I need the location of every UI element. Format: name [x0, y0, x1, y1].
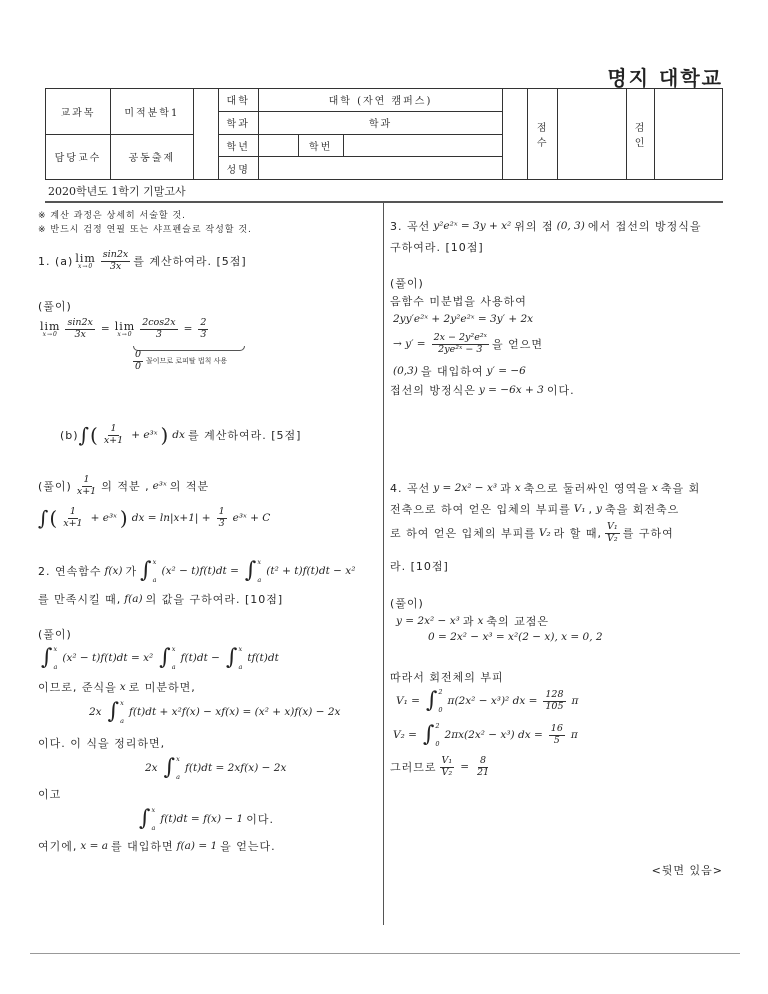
- math-expression: (0,3): [393, 365, 418, 377]
- divider: [45, 201, 723, 203]
- note-2: [38, 222, 252, 235]
- question-4: [390, 501, 679, 517]
- integral-limits: [172, 645, 177, 671]
- numerator: 1: [110, 423, 117, 434]
- math-expression: x: [514, 482, 521, 494]
- math-expression: V₂ =: [393, 729, 417, 741]
- text: 축을 회전축으: [604, 503, 680, 516]
- fraction: [549, 724, 565, 747]
- denominator: x+1: [103, 434, 124, 446]
- solution-1b-line: [38, 507, 273, 530]
- solution-4-line: [425, 631, 606, 643]
- integral-sign-icon: ∫: [159, 645, 172, 670]
- integral: [41, 645, 58, 671]
- text: 축을 회: [660, 482, 701, 495]
- big-symbol: ): [119, 506, 129, 531]
- numerator: 1: [69, 506, 76, 517]
- math-expression: + e³ˣ: [90, 512, 117, 525]
- text: 축으로 둘러싸인 영역을: [523, 482, 649, 495]
- numerator: 2: [200, 317, 207, 328]
- integral-limits: [53, 645, 58, 671]
- question-4: [390, 522, 674, 545]
- integral-sign-icon: ∫: [163, 755, 177, 780]
- solution-4-line: [390, 722, 581, 748]
- text: 접선의 방정식은: [390, 384, 476, 397]
- denominator: 3: [218, 517, 225, 529]
- math-expression: π(2x² − x³)² dx =: [447, 695, 538, 707]
- exam-title: 2020학년도 1학기 기말고사: [48, 185, 186, 198]
- text: 을 얻는다.: [220, 840, 276, 853]
- question-1a: [38, 250, 247, 273]
- denominator: 0: [135, 360, 142, 372]
- solution-2-line: [38, 735, 165, 751]
- text: 1. (a): [38, 254, 74, 268]
- solution-3-line: [390, 382, 575, 398]
- question-3: [390, 218, 701, 234]
- dept-value: 학과: [258, 111, 503, 134]
- exam-header-table: [45, 88, 723, 180]
- solution-3-line: [390, 293, 527, 309]
- integral: [159, 645, 176, 671]
- text: 축의 교점은: [486, 615, 550, 628]
- text: (풀이): [38, 628, 72, 641]
- integral: [245, 558, 262, 584]
- math-expression: x: [651, 482, 658, 494]
- text: ,: [588, 502, 594, 516]
- name-field[interactable]: [258, 157, 503, 180]
- math-expression: V₁: [573, 503, 586, 515]
- solution-2-line: [136, 806, 274, 832]
- math-expression: y = −6x + 3: [478, 384, 544, 396]
- solution-2-line: [38, 838, 276, 854]
- solution-label: [390, 275, 424, 291]
- question-3: [390, 239, 484, 255]
- math-expression: f(t)dt −: [180, 652, 220, 664]
- text: 에서 접선의 방정식을: [587, 220, 702, 233]
- math-expression: tf(t)dt: [247, 652, 279, 664]
- text: 4. 곡선: [390, 482, 431, 495]
- upper-limit: x: [120, 699, 125, 707]
- text: 로 하여 얻은 입체의 부피를: [390, 527, 536, 541]
- text: ※ 반드시 검정 연필 또는 샤프펜슬로 작성할 것.: [38, 225, 252, 235]
- college-label: 대학: [218, 89, 258, 112]
- math-expression: f(a): [124, 593, 143, 605]
- integral-sign-icon: ∫: [244, 558, 258, 583]
- text: 이다. 이 식을 정리하면,: [38, 737, 166, 750]
- solution-label: [38, 298, 72, 314]
- solution-3-line: [390, 363, 529, 379]
- text: 꼴이므로 로피탈 법칙 사용: [146, 357, 228, 366]
- text: 라. [10점]: [390, 560, 449, 573]
- solution-2-line: [142, 755, 289, 781]
- math-expression: (x² − t)f(t)dt =: [161, 565, 239, 577]
- numerator: 2cos2x: [142, 317, 176, 328]
- integral: [164, 755, 181, 781]
- denominator: 21: [477, 766, 490, 778]
- text: 을 대입하여: [420, 365, 484, 378]
- math-expression: f(t)dt + x²f(x) − xf(x) = (x² + x)f(x) − 2x: [128, 706, 341, 718]
- lower-limit: a: [152, 576, 158, 584]
- text: 이고: [38, 788, 62, 801]
- numerator: 1: [83, 474, 90, 485]
- denominator: 3: [155, 328, 162, 340]
- math-expression: V₂: [538, 527, 551, 540]
- blank-cell: [503, 89, 528, 180]
- solution-1a: [38, 318, 211, 341]
- name-label: 성명: [218, 157, 258, 180]
- solution-2-line: [38, 645, 282, 671]
- integral: [140, 558, 157, 584]
- college-value: 대학 (자연 캠퍼스): [258, 89, 503, 112]
- fraction: [61, 507, 84, 530]
- text: 를 구하여: [622, 527, 674, 541]
- numerator: 128: [545, 688, 564, 700]
- solution-3-line: [390, 333, 543, 356]
- text: 전축으로 하여 얻은 입체의 부피를: [390, 503, 571, 516]
- score-label: 점 수: [528, 89, 558, 180]
- professor-value: 공동출제: [110, 134, 193, 180]
- integral-limits: [238, 645, 243, 671]
- fraction: [605, 522, 620, 545]
- upper-limit: 2: [435, 722, 441, 730]
- check-label: 검 인: [627, 89, 655, 180]
- solution-4-line: [390, 669, 504, 685]
- math-expression: 0 = 2x² − x³ = x²(2 − x), x = 0, 2: [428, 631, 603, 643]
- fraction: [101, 250, 130, 273]
- text: 라 할 때,: [553, 527, 603, 541]
- solution-2-line: [38, 786, 61, 802]
- student-id-label: 학번: [298, 134, 343, 157]
- lower-limit: a: [171, 663, 177, 671]
- numerator: sin2x: [102, 249, 129, 260]
- denominator: V₂: [441, 766, 453, 778]
- upper-limit: x: [53, 645, 59, 653]
- solution-label: [390, 595, 424, 611]
- math-expression: f(t)dt = 2xf(x) − 2x: [184, 762, 287, 774]
- math-expression: → y′ =: [393, 338, 426, 351]
- lim-text: lim: [40, 319, 61, 333]
- text: 이다.: [546, 384, 575, 397]
- limit: [40, 321, 60, 338]
- math-expression: e³ˣ + C: [232, 512, 271, 525]
- integral-sign-icon: ∫: [139, 806, 152, 831]
- math-expression: 2πx(2x² − x³) dx =: [444, 729, 543, 741]
- text: 그러므로: [390, 761, 437, 775]
- math-expression: y = 2x² − x³: [433, 482, 498, 494]
- lim-text: lim: [114, 319, 136, 333]
- integral-limits: [153, 558, 158, 584]
- text: 따라서 회전체의 부피: [390, 671, 504, 684]
- column-divider: [383, 202, 384, 925]
- solution-4-line: [393, 688, 581, 714]
- denominator: 3x: [74, 328, 86, 340]
- integral: [139, 806, 156, 832]
- text: (풀이): [390, 597, 424, 610]
- text: 과: [462, 615, 475, 628]
- lower-limit: a: [120, 717, 125, 725]
- check-field[interactable]: [655, 89, 723, 180]
- denominator: 2ye²ˣ − 3: [438, 343, 483, 355]
- denominator: 3x: [109, 260, 122, 272]
- note-1: [38, 208, 186, 221]
- math-expression: x: [119, 681, 126, 693]
- math-expression: x: [477, 615, 484, 627]
- math-expression: π: [570, 729, 578, 741]
- integral-limits: [176, 755, 181, 781]
- integral: [108, 699, 125, 725]
- numerator: 16: [550, 722, 563, 734]
- text: 2. 연속함수: [38, 565, 102, 578]
- upper-limit: x: [176, 755, 181, 763]
- math-expression: y²e²ˣ = 3y + x²: [433, 220, 512, 232]
- math-expression: y = 2x² − x³: [396, 615, 460, 627]
- math-expression: π: [571, 695, 579, 707]
- numerator: 0: [135, 349, 142, 360]
- denominator: 3: [200, 328, 207, 340]
- text: (풀이): [38, 300, 72, 313]
- lower-limit: 0: [438, 706, 444, 714]
- text: (풀이): [390, 277, 424, 290]
- numerator: sin2x: [67, 317, 93, 328]
- solution-2-line: [86, 699, 343, 725]
- math-expression: 2x: [89, 706, 102, 718]
- integral-limits: [438, 688, 443, 714]
- math-expression: (t² + t)f(t)dt − x²: [266, 565, 356, 577]
- lower-limit: a: [257, 576, 263, 584]
- year-label: 학년: [218, 134, 258, 157]
- denominator: 5: [553, 734, 560, 746]
- question-2: [38, 591, 283, 607]
- math-expression: =: [460, 761, 469, 774]
- integral-limits: [435, 722, 440, 748]
- integral-sign-icon: ∫: [140, 558, 153, 583]
- lower-limit: a: [176, 773, 181, 781]
- numerator: 8: [480, 755, 487, 766]
- question-2: [38, 558, 358, 584]
- solution-3-line: [390, 313, 536, 325]
- solution-4-line: [393, 613, 549, 629]
- integral-sign-icon: ∫: [107, 699, 121, 724]
- solution-1b-line: [38, 475, 209, 498]
- fraction: [133, 350, 143, 373]
- text: 의 적분 ,: [101, 480, 150, 494]
- math-expression: 2x: [145, 762, 158, 774]
- fraction: [102, 424, 125, 447]
- text: 3. 곡선: [390, 220, 431, 233]
- upper-limit: x: [171, 645, 177, 653]
- text: 로 미분하면,: [128, 681, 196, 694]
- fraction: [440, 756, 455, 779]
- integral: [226, 645, 243, 671]
- math-expression: dx = ln|x+1| +: [131, 512, 211, 525]
- upper-limit: x: [238, 645, 244, 653]
- back-page-note: <뒷면 있음>: [651, 864, 723, 877]
- lower-limit: a: [53, 663, 59, 671]
- text: 를 계산하여라. [5점]: [133, 255, 247, 269]
- denominator: x+1: [76, 485, 97, 497]
- lim-subscript: x→0: [42, 330, 58, 338]
- question-1b: [60, 424, 301, 447]
- fraction: [140, 318, 177, 341]
- blank-cell: [193, 89, 218, 180]
- professor-label: 담당교수: [46, 134, 111, 180]
- math-expression: (0, 3): [556, 220, 585, 232]
- solution-label: [38, 626, 72, 642]
- math-expression: y′ = −6: [486, 365, 526, 377]
- text: 의 값을 구하여라. [10점]: [145, 593, 284, 606]
- text: 과: [500, 482, 512, 495]
- integral-sign-icon: ∫: [225, 645, 239, 670]
- math-expression: x = a: [80, 840, 109, 852]
- math-expression: (x² − t)f(t)dt = x²: [62, 652, 154, 664]
- solution-2-line: [38, 679, 196, 695]
- fraction: [217, 507, 227, 530]
- solution-4-line: [390, 756, 494, 779]
- integral-limits: [257, 558, 262, 584]
- numerator: V₁: [607, 521, 618, 532]
- text: 이다.: [246, 813, 274, 826]
- math-expression: dx: [172, 429, 185, 442]
- lim-subscript: x→0: [77, 262, 94, 270]
- integral: [423, 722, 441, 748]
- question-4: [390, 480, 700, 496]
- fraction: [75, 475, 98, 498]
- text: (풀이): [38, 480, 72, 494]
- math-expression: y: [596, 503, 602, 515]
- math-expression: f(t)dt = f(x) − 1: [160, 813, 244, 825]
- numerator: 2x − 2y²e²ˣ: [433, 332, 488, 343]
- math-expression: =: [100, 323, 110, 336]
- bottom-divider: [30, 953, 740, 954]
- text: 여기에,: [38, 840, 78, 853]
- math-expression: V₁ =: [396, 695, 420, 707]
- limit: [115, 321, 135, 338]
- lim-text: lim: [75, 251, 96, 265]
- university-title: 명지 대학교: [607, 66, 723, 90]
- integral: [426, 688, 444, 714]
- fraction: [475, 756, 491, 779]
- math-expression: e³ˣ: [152, 480, 167, 493]
- fraction: [65, 318, 94, 341]
- text: 을 얻으면: [492, 338, 544, 352]
- math-expression: + e³ˣ: [131, 429, 158, 442]
- lower-limit: a: [238, 663, 244, 671]
- limit: [75, 253, 95, 270]
- math-expression: f(x): [104, 565, 123, 577]
- student-id-field[interactable]: [343, 134, 503, 157]
- fraction: [198, 318, 208, 341]
- integral-limits: [120, 699, 125, 725]
- upper-limit: 2: [438, 688, 444, 696]
- fraction: [432, 333, 489, 356]
- integral-sign-icon: ∫: [41, 645, 54, 670]
- denominator: x+1: [63, 517, 83, 529]
- big-symbol: ): [160, 423, 170, 448]
- text: 를 계산하여라. [5점]: [187, 429, 302, 443]
- denominator: 105: [545, 700, 564, 712]
- text: 구하여라. [10점]: [390, 241, 484, 254]
- denominator: V₂: [607, 532, 618, 544]
- text: 를 만족시킬 때,: [38, 593, 122, 606]
- text: (b): [60, 428, 79, 442]
- text: 위의 점: [514, 220, 554, 233]
- subject-value: 미적분학1: [110, 89, 193, 135]
- lower-limit: a: [151, 824, 157, 832]
- text: 의 적분: [169, 480, 210, 494]
- big-symbol: ∫(: [38, 506, 59, 531]
- text: 이므로, 준식을: [38, 681, 117, 694]
- year-field[interactable]: [258, 134, 298, 157]
- subject-label: 교과목: [46, 89, 111, 135]
- fraction: [543, 690, 565, 713]
- score-field[interactable]: [558, 89, 627, 180]
- big-symbol: ∫(: [78, 423, 99, 448]
- text: ※ 계산 과정은 상세히 서술할 것.: [38, 211, 187, 221]
- upper-limit: x: [151, 806, 157, 814]
- lower-limit: 0: [435, 740, 441, 748]
- text: 를 대입하면: [111, 840, 174, 853]
- math-expression: =: [183, 323, 193, 336]
- text: 가: [125, 565, 138, 578]
- text: 음함수 미분법을 사용하여: [390, 295, 527, 308]
- lim-subscript: x→0: [117, 330, 133, 338]
- numerator: V₁: [441, 755, 453, 766]
- numerator: 1: [218, 506, 225, 517]
- math-expression: f(a) = 1: [176, 840, 218, 852]
- dept-label: 학과: [218, 111, 258, 134]
- integral-sign-icon: ∫: [422, 722, 436, 747]
- upper-limit: x: [257, 558, 263, 566]
- lhopital-note: [130, 350, 227, 373]
- math-expression: 2yy′e²ˣ + 2y²e²ˣ = 3y′ + 2x: [393, 313, 534, 325]
- question-4: [390, 558, 449, 574]
- integral-limits: [151, 806, 156, 832]
- upper-limit: x: [152, 558, 158, 566]
- integral-sign-icon: ∫: [425, 688, 439, 713]
